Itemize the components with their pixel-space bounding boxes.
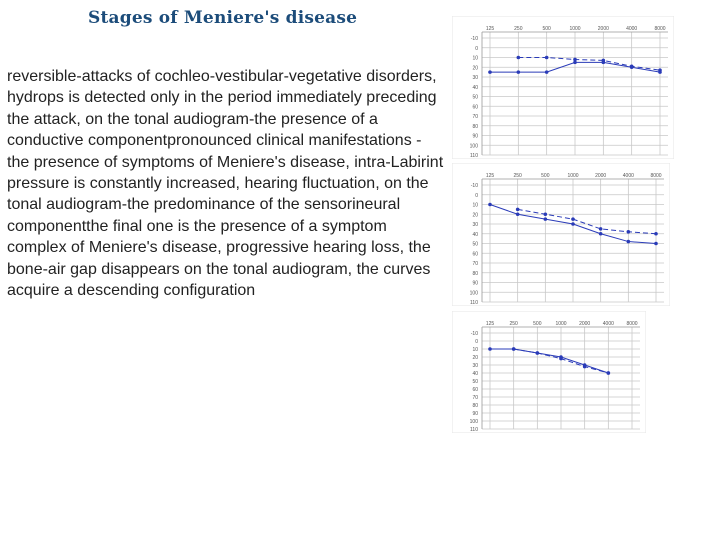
y-tick-label: 100: [469, 290, 478, 297]
data-point-dashed: [607, 371, 611, 375]
data-point-dashed: [573, 58, 577, 62]
y-tick-label: 10: [472, 55, 478, 62]
y-tick-label: 10: [472, 347, 478, 353]
y-tick-label: 70: [472, 261, 478, 267]
audiogram-stage-2: [452, 163, 670, 306]
x-tick-label: 125: [485, 321, 495, 327]
x-tick-label: 500: [541, 173, 550, 179]
y-tick-label: 100: [469, 419, 478, 425]
data-point-dashed: [658, 68, 662, 72]
y-tick-label: 0: [475, 339, 478, 345]
y-tick-label: 20: [472, 65, 478, 72]
y-tick-label: 40: [472, 84, 478, 91]
data-point-solid: [488, 70, 492, 74]
y-tick-label: 70: [472, 114, 478, 120]
y-tick-label: 40: [472, 371, 478, 377]
x-tick-label: 2000: [595, 173, 607, 179]
y-tick-label: 50: [472, 241, 478, 248]
x-tick-label: 2000: [579, 321, 591, 327]
data-point-dashed: [545, 56, 549, 60]
data-point-solid: [627, 240, 631, 244]
y-tick-label: 10: [472, 202, 478, 209]
data-point-solid: [545, 70, 549, 74]
data-point-dashed: [571, 217, 575, 221]
y-tick-label: 60: [472, 387, 478, 393]
y-tick-label: 50: [472, 379, 478, 385]
x-tick-label: 250: [514, 26, 523, 32]
data-point-dashed: [602, 59, 606, 63]
x-tick-label: 8000: [654, 26, 666, 32]
data-point-dashed: [559, 357, 563, 361]
y-tick-label: 80: [472, 270, 478, 277]
data-point-dashed: [516, 208, 520, 212]
y-tick-label: 60: [472, 104, 478, 111]
x-tick-label: 4000: [622, 173, 634, 179]
data-point-dashed: [512, 347, 516, 351]
y-tick-label: 60: [472, 251, 478, 258]
data-point-solid: [516, 212, 520, 216]
data-point-dashed: [544, 212, 548, 216]
x-tick-label: 500: [533, 321, 542, 327]
audiogram-background: [452, 163, 670, 306]
data-point-solid: [544, 217, 548, 221]
y-tick-label: 30: [472, 222, 478, 228]
y-tick-label: 90: [472, 280, 478, 287]
y-tick-label: 80: [472, 403, 478, 409]
y-tick-label: 70: [472, 395, 478, 401]
data-point-dashed: [599, 227, 603, 231]
x-tick-label: 250: [513, 173, 522, 179]
x-tick-label: 2000: [597, 26, 609, 32]
x-tick-label: 1000: [569, 26, 581, 32]
y-tick-label: 110: [470, 300, 478, 306]
data-point-dashed: [654, 232, 658, 236]
data-point-solid: [654, 242, 658, 246]
y-tick-label: -10: [470, 36, 478, 42]
y-tick-label: 90: [472, 411, 478, 417]
data-point-dashed: [517, 56, 521, 60]
audiogram-stage-3: [452, 311, 646, 433]
x-tick-label: 8000: [650, 173, 662, 179]
y-tick-label: 40: [472, 231, 478, 238]
data-point-solid: [599, 232, 603, 236]
y-tick-label: 90: [472, 133, 478, 140]
x-tick-label: 500: [542, 26, 551, 32]
y-tick-label: 0: [475, 45, 478, 52]
y-tick-label: 100: [469, 143, 478, 150]
x-tick-label: 250: [509, 321, 518, 327]
y-tick-label: 50: [472, 94, 478, 101]
x-tick-label: 1000: [567, 173, 579, 179]
stages-description: reversible-attacks of cochleo-vestibular-vegetative disorders, hydrops is detected only in the period immediately preceding the attack, on the tonal audiogram-the presence of a conductive componentpronounced clinical manifestations - the presence of symptoms of Meniere's disease, intra-Labirint pressure is constantly increased, hearing fluctuation, on the tonal audiogram-the predominance of the sensorineural componentthe final one is the presence of a symptom complex of Meniere's disease, progressive hearing loss, the bone-air gap disappears on the tonal audiogram, the curves acquire a descending configuration: [7, 68, 444, 300]
y-tick-label: 30: [472, 363, 478, 369]
data-point-solid: [571, 222, 575, 226]
data-point-solid: [517, 70, 521, 74]
data-point-solid: [488, 203, 492, 207]
y-tick-label: 30: [472, 75, 478, 81]
data-point-solid: [488, 347, 492, 351]
audiogram-stage-1: [452, 16, 674, 159]
x-tick-label: 8000: [626, 321, 638, 327]
audiogram-background: [452, 311, 646, 433]
y-tick-label: 0: [475, 192, 478, 199]
slide-title: Stages of Meniere's disease: [88, 8, 358, 28]
x-tick-label: 4000: [626, 26, 638, 32]
data-point-dashed: [536, 351, 540, 355]
x-tick-label: 4000: [602, 321, 614, 327]
x-tick-label: 1000: [555, 321, 567, 327]
y-tick-label: -10: [470, 331, 478, 337]
data-point-dashed: [627, 230, 631, 234]
y-tick-label: 20: [472, 355, 478, 361]
data-point-dashed: [583, 365, 587, 369]
x-tick-label: 125: [485, 26, 495, 32]
data-point-dashed: [630, 64, 634, 68]
x-tick-label: 125: [485, 173, 495, 179]
y-tick-label: 110: [470, 153, 478, 159]
y-tick-label: 20: [472, 212, 478, 219]
y-tick-label: 80: [472, 123, 478, 130]
y-tick-label: -10: [470, 183, 478, 189]
y-tick-label: 110: [470, 427, 478, 433]
audiogram-background: [452, 16, 674, 159]
